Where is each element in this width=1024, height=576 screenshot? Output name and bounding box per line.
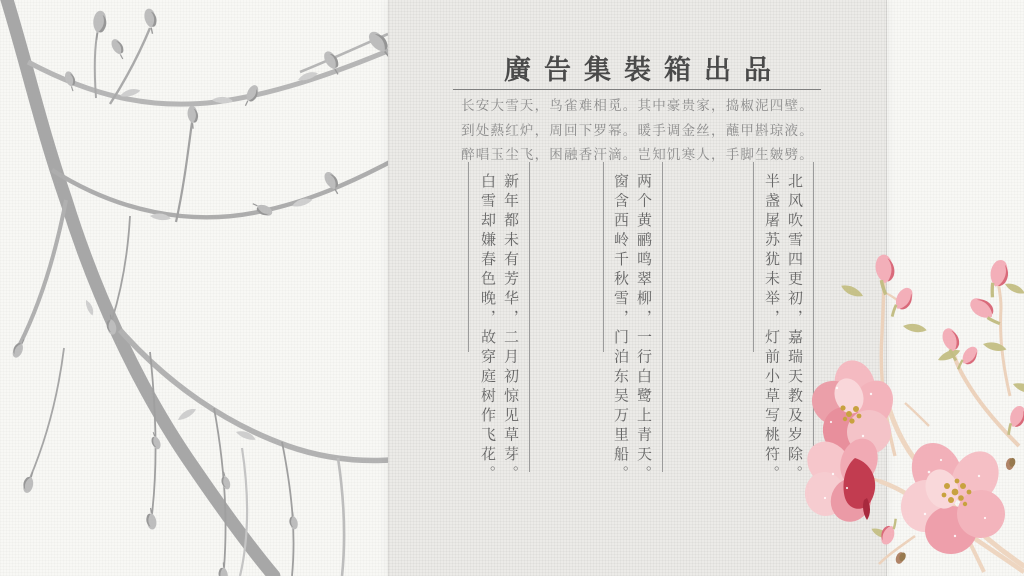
poem-columns — [608, 173, 654, 489]
poem-column: 两个黄鹂鸣翠柳，一行白鹭上青天。 — [635, 173, 651, 485]
poem-rule-right — [529, 162, 530, 472]
pink-blossom-illustration — [779, 236, 1024, 576]
poem-rule-right — [662, 162, 663, 472]
ink-branch-illustration — [0, 0, 390, 576]
poem-column: 北风吹雪四更初，嘉瑞天教及岁除。 — [786, 173, 802, 485]
vertical-poem-jueju — [603, 161, 663, 493]
intro-poem — [389, 94, 886, 168]
poem-column: 半盏屠苏犹未举，灯前小草写桃符。 — [763, 173, 779, 485]
poem-rule-left — [753, 162, 754, 352]
intro-line: 长安大雪天，鸟雀难相觅。其中豪贵家，捣椒泥四壁。 — [461, 98, 814, 113]
poem-rule-left — [603, 162, 604, 352]
title-divider — [453, 89, 821, 90]
intro-line: 到处爇红炉，周回下罗幂。暖手调金丝，蘸甲斟琼液。 — [461, 122, 814, 138]
vertical-poem-spring-snow — [468, 161, 530, 493]
poem-columns — [475, 173, 521, 489]
poem-column: 窗含西岭千秋雪，门泊东吴万里船。 — [612, 173, 628, 485]
poem-column: 白雪却嫌春色晚，故穿庭树作飞花。 — [479, 173, 495, 485]
panel-title: 廣告集裝箱出品 — [504, 55, 784, 85]
poem-rule-left — [468, 162, 469, 352]
intro-line: 醉唱玉尘飞，困融香汗滴。岂知饥寒人，手脚生皴劈。 — [461, 147, 814, 163]
poem-column: 新年都未有芳华，二月初惊见草芽。 — [502, 173, 518, 485]
